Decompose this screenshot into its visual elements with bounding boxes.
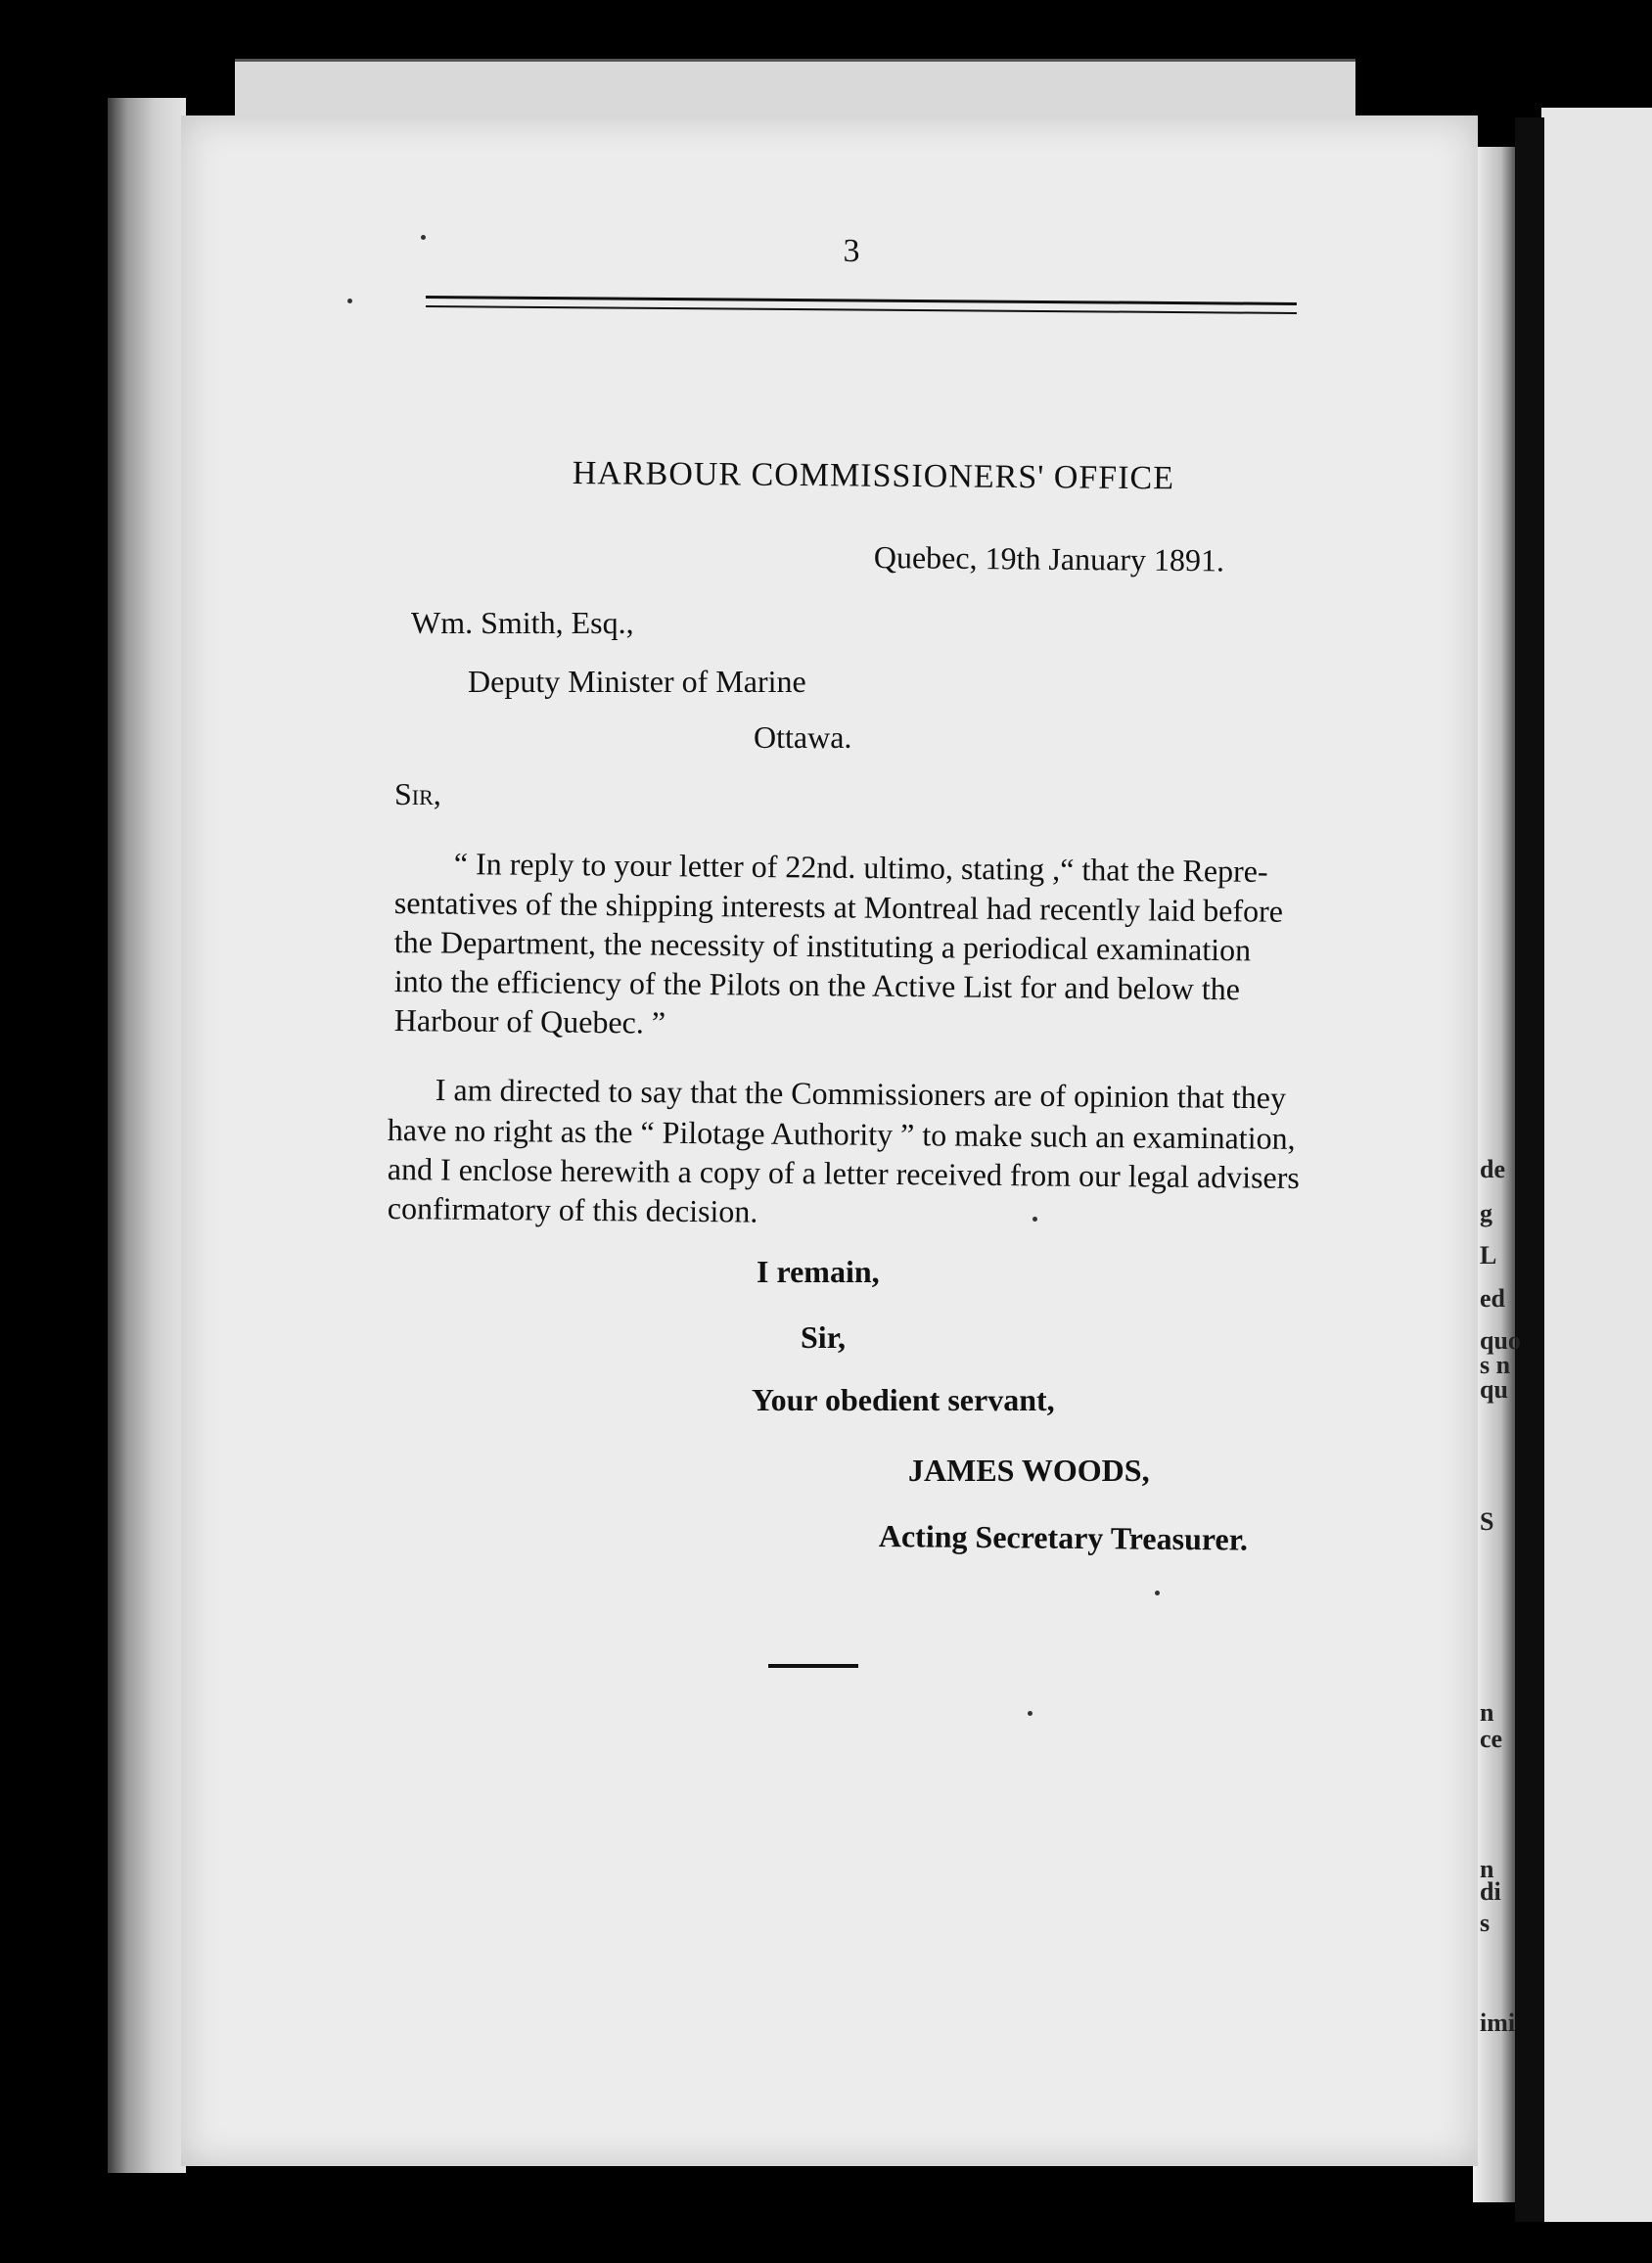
- adjacent-fragment: g: [1480, 1199, 1492, 1227]
- scan-speck: [1155, 1591, 1160, 1595]
- adjacent-fragment: imi: [1480, 2009, 1516, 2037]
- scan-speck: [421, 235, 426, 240]
- adjacent-fragment: S: [1480, 1507, 1494, 1536]
- adjacent-fragment: s n: [1480, 1351, 1511, 1379]
- office-heading: HARBOUR COMMISSIONERS' OFFICE: [572, 455, 1175, 497]
- closing-servant: Your obedient servant,: [752, 1382, 1055, 1417]
- adjacent-fragment: n: [1480, 1698, 1494, 1727]
- adjacent-fragment: ce: [1480, 1725, 1503, 1753]
- scan-speck: [1028, 1711, 1032, 1716]
- paragraph-2-line: I am directed to say that the Commissioners are of opinion that they: [435, 1072, 1287, 1116]
- adjacent-fragment: di: [1480, 1877, 1501, 1906]
- recipient-city: Ottawa.: [754, 719, 852, 755]
- adjacent-fragment: qu: [1480, 1375, 1508, 1404]
- adjacent-fragment: L: [1480, 1241, 1497, 1270]
- paragraph-1-line: the Department, the necessity of instituting a periodical examination: [393, 924, 1252, 968]
- adjacent-fragment: ed: [1480, 1284, 1505, 1313]
- scan-speck: [347, 299, 352, 303]
- closing-remain: I remain,: [757, 1254, 880, 1289]
- paragraph-1-line: into the efficiency of the Pilots on the Active List for and below the: [393, 963, 1241, 1007]
- place-date: Quebec, 19th January 1891.: [873, 539, 1225, 578]
- paragraph-1-line: sentatives of the shipping interests at Montreal had recently laid before: [393, 885, 1284, 929]
- paragraph-2-line: confirmatory of this decision.: [387, 1190, 758, 1229]
- left-paper-edges: [108, 98, 186, 2173]
- closing-sir: Sir,: [801, 1319, 846, 1355]
- paragraph-1-line: “ In reply to your letter of 22nd. ultimo, stating ,“ that the Repre-: [453, 846, 1268, 889]
- adjacent-fragment: de: [1480, 1155, 1505, 1183]
- scan-speck: [1032, 1217, 1037, 1222]
- paragraph-2-line: have no right as the “ Pilotage Authority ” to make such an examination,: [387, 1112, 1296, 1156]
- adjacent-page-strip: [1541, 108, 1652, 2222]
- binding-shadow: [1515, 117, 1544, 2222]
- recipient-title: Deputy Minister of Marine: [468, 664, 806, 699]
- closing-rule: [768, 1664, 858, 1668]
- adjacent-fragment: n: [1480, 1855, 1494, 1883]
- signature-title: Acting Secretary Treasurer.: [878, 1518, 1249, 1557]
- paragraph-1-line: Harbour of Quebec. ”: [393, 1002, 666, 1040]
- recipient-name: Wm. Smith, Esq.,: [411, 605, 634, 640]
- signature-name: JAMES WOODS,: [908, 1453, 1150, 1488]
- paragraph-2-line: and I enclose herewith a copy of a letter received from our legal advisers: [387, 1151, 1301, 1195]
- salutation: Sir,: [394, 776, 441, 811]
- adjacent-fragment: quo: [1480, 1326, 1521, 1355]
- page-number: 3: [843, 233, 860, 269]
- adjacent-fragment: s: [1480, 1909, 1491, 1937]
